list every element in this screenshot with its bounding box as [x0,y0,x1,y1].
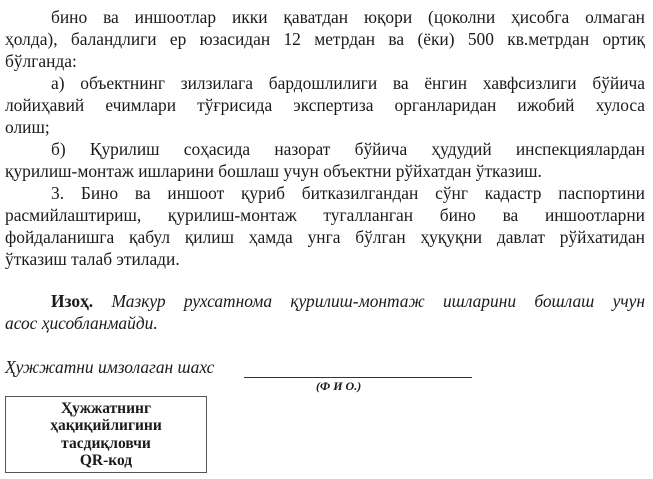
text-line: б) Қурилиш соҳасида назорат бўйича ҳудудий инспекциялардан [51,139,645,159]
paragraph-item-a [5,72,645,138]
qr-box-line: Ҳужжатнинг [60,399,151,417]
text-line: расмийлаштириш, қурилиш-монтаж тугалланган бино ва иншоотларни [5,205,645,225]
text-line: лойиҳавий ечимлари тўғрисида экспертиза органларидан ижобий хулоса [5,95,645,115]
text-line: ўтказиш талаб этилади. [5,249,180,269]
note-text-continued: асос ҳисобланмайди. [5,313,158,333]
qr-box-line: QR-код [79,452,133,469]
text-line: фойдаланишга қабул қилиш ҳамда унга бўлган ҳуқуқни давлат рўйхатидан [5,227,645,247]
fio-caption: (Ф И О.) [316,379,362,393]
text-line: қурилиш-монтаж ишларини бошлаш учун объектни рўйхатдан ўтказиш. [5,161,542,181]
paragraph-building-conditions [5,6,645,72]
text-line: бўлганда: [5,51,77,71]
signer-label: Ҳужжатни имзолаган шахс [5,357,215,377]
text-line: 3. Бино ва иншоот қуриб битказилгандан сўнг кадастр паспортини [51,183,645,203]
note-label: Изоҳ. [51,291,94,311]
qr-code-box [5,396,207,473]
note-block [5,290,645,334]
text-line: а) объектнинг зилзилага бардошлилиги ва ёнгин хавфсизлиги бўйича [51,73,645,93]
qr-box-line: тасдиқловчи [61,434,151,452]
paragraph-item-3 [5,182,645,270]
text-line: бино ва иншоотлар икки қаватдан юқори (цоколни ҳисобга олмаган [51,7,645,27]
paragraph-item-b [5,138,645,182]
signature-line [244,377,472,378]
text-line: ҳолда), баландлиги ер юзасидан 12 метрдан ва (ёки) 500 кв.метрдан ортиқ [5,29,645,49]
qr-box-line: ҳақиқийлигини [50,417,162,434]
note-text: Мазкур рухсатнома қурилиш-монтаж ишларини бошлаш учун [111,291,645,311]
note-line [5,290,645,312]
text-line: олиш; [5,117,50,137]
